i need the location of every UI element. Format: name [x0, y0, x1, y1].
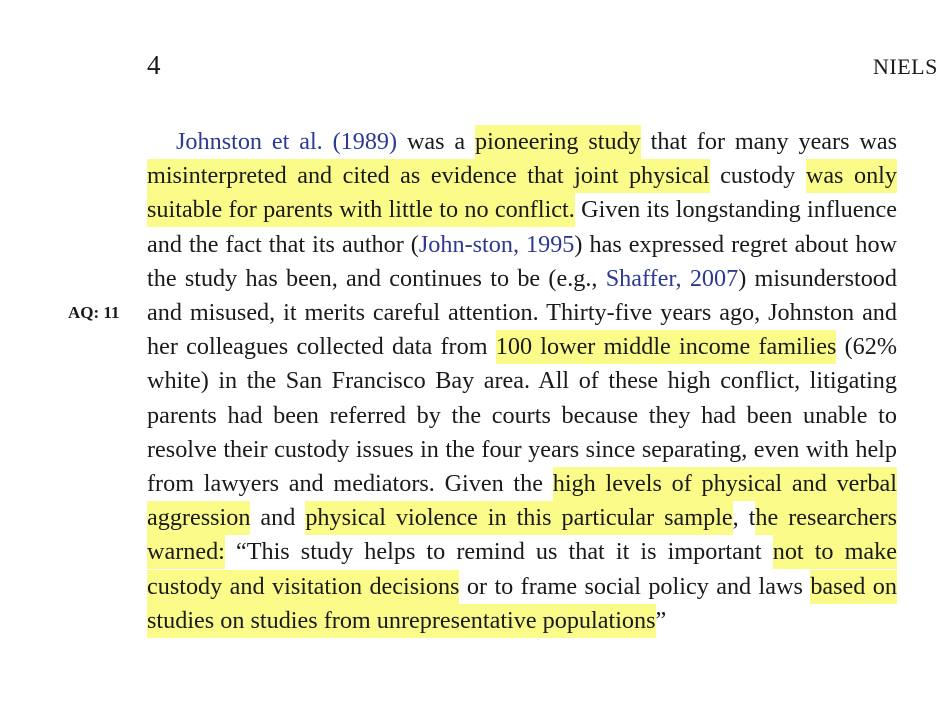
text-run: ) misunderstood and misused, it merits careful attention. Thirty-five years ago, Johnston and her colleagues collected data from	[147, 264, 897, 361]
text-run: and	[250, 504, 306, 532]
text-run: “This study helps to remind us that it is important	[224, 538, 773, 566]
highlight-researchers-warned[interactable]: he researchers warned:	[147, 501, 897, 569]
page-number: 4	[147, 50, 161, 80]
highlight-pioneering-study[interactable]: pioneering study	[475, 125, 641, 159]
text-run: custody	[709, 162, 806, 190]
text-run: was a	[397, 128, 476, 155]
running-head: NIELS	[873, 54, 938, 79]
highlight-100-families[interactable]: 100 lower middle income families	[496, 330, 837, 364]
highlight-physical-violence[interactable]: physical violence in this particular sample	[305, 501, 732, 535]
text-run: , t	[732, 504, 756, 532]
text-run: Given its longstanding influence and the fact that its author (	[147, 196, 897, 258]
citation-link-shaffer-2007[interactable]: Shaffer, 2007	[605, 264, 739, 292]
highlight-only-suitable[interactable]: was only suitable for parents with little to no conflict.	[147, 159, 897, 227]
text-run: ) has expressed regret about how the study has been, and continues to be (e.g.,	[147, 230, 898, 292]
text-run: that for many years was	[640, 128, 897, 155]
citation-link-johnston-1989[interactable]: Johnston et al. (1989)	[176, 128, 398, 155]
highlight-not-to-make-decisions[interactable]: not to make custody and visitation decisions	[147, 535, 897, 603]
body-paragraph	[147, 125, 897, 638]
highlight-misinterpreted[interactable]: misinterpreted and cited as evidence that joint physical	[147, 159, 710, 193]
highlight-aggression[interactable]: high levels of physical and verbal aggression	[147, 467, 897, 535]
text-run: or to frame social policy and laws	[459, 572, 811, 600]
highlight-unrepresentative[interactable]: based on studies on studies from unrepresentative populations	[147, 570, 897, 638]
text-run: (62% white) in the San Francisco Bay area. All of these high conflict, litigating parents had been referred by the courts because they had been unable to resolve their custody issues in the four years since separating, even with help from lawyers and mediators. Given the	[147, 333, 898, 498]
citation-link-johnston-1995[interactable]: John-ston, 1995	[418, 230, 575, 258]
text-run: ”	[655, 606, 667, 634]
author-query-marker[interactable]: AQ: 11	[68, 303, 120, 322]
